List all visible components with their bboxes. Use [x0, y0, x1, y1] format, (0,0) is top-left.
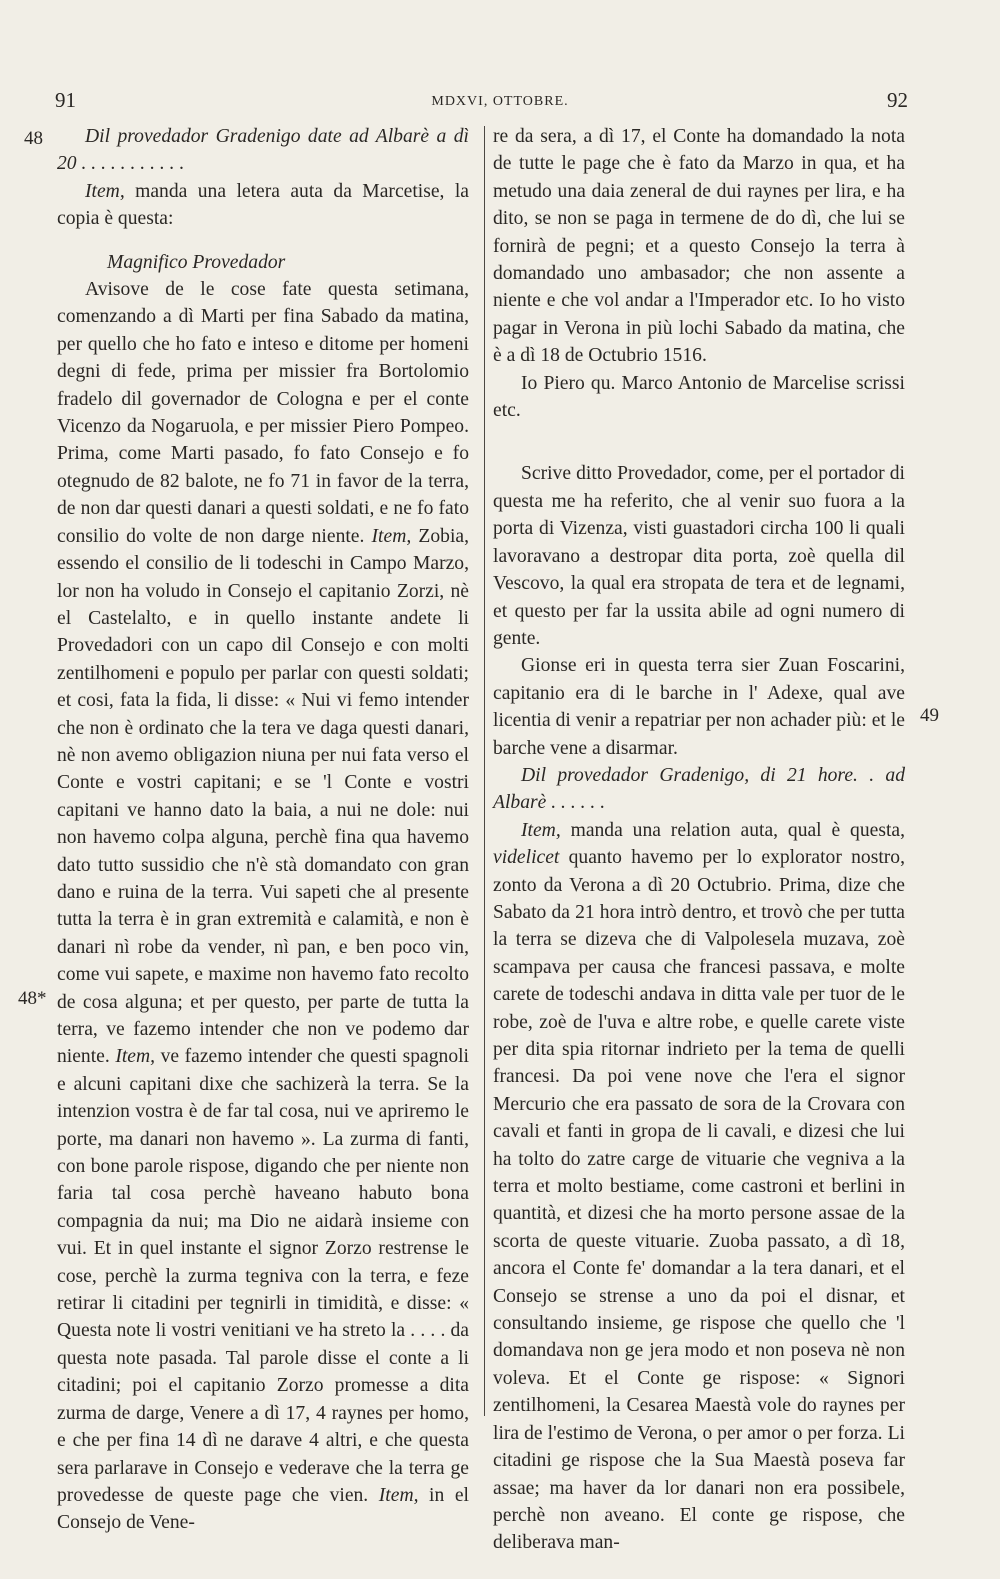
item-word: Item,: [85, 180, 125, 202]
letter-salutation: Magnifico Provedador: [107, 251, 286, 273]
paragraph: Gionse eri in questa terra sier Zuan Foscarini, capitanio era di le barche in l' Adexe, qual ave licentia di venir a repatriar per non achader più: et le barche vene a disarmar.: [493, 655, 905, 759]
paragraph: [493, 817, 905, 1557]
item-word: Item,: [521, 819, 561, 841]
paragraph: [57, 178, 469, 233]
margin-note-48-star: 48*: [18, 988, 47, 1009]
section-gap: [493, 424, 905, 460]
paragraph-text: manda una letera auta da Marcetise, la copia è questa:: [57, 180, 469, 230]
page-number-left: 91: [55, 88, 76, 112]
section-title: Dil provedador Gradenigo date ad Albarè a dì 20 . . . . . . . . . . .: [57, 126, 469, 175]
paragraph-text: in el Consejo de Vene-: [57, 1484, 469, 1534]
section-title: Dil provedador Gradenigo, di 21 hore. . ad Albarè . . . . . .: [493, 764, 905, 814]
right-column: [493, 123, 905, 1557]
paragraph: Scrive ditto Provedador, come, per el portador di questa me ha referito, che al venir suo fuora a la porta di Vizenza, visti guastadori circha 100 li quali lavoravano a destropar dita porta, zoè quella dil Vescovo, la qual era stropata de tera et de legnami, et questo per far la ussita abile ad ogni numero di gente.: [493, 463, 905, 649]
page-number-right: 92: [887, 88, 908, 112]
margin-note-48: 48: [24, 128, 43, 149]
paragraph-text: ve fazemo intender che questi spagnoli e alcuni capitani dixe che sachizerà la terra. Se la intenzion vostra è de far tal cosa, nui ve apriremo le porte, ma danari non havemo ». La zurma di fanti, con bone parole rispose, digando che per niente non faria tal cosa perchè haveano habuto bona compagnia da nui; ma Dio ne aidarà insieme con vui. Et in quel instante el signor Zorzo restrense le cose, perchè la zurma tegniva con la terra, e feze retirar li citadini per tegnirli in timidità, e disse: « Questa note li vostri venitiani ve ha streto la . . . . da questa note pasada. Tal parole disse el conte a li citadini; poi el capitanio Zorzo promesse a dita zurma de darge, Venere a dì 17, 4 raynes per homo, e che per fina 14 dì ne darave 4 altri, e che questa sera parlarave in Consejo e vederave che la terra ge provedesse de queste page che vien.: [57, 1046, 469, 1506]
paragraph: re da sera, a dì 17, el Conte ha domandado la nota de tutte le page che è fato da Marzo in qua, et ha metudo una daia zeneral de dui raynes per lira, e ha dito, se non se paga in termene de do dì, che lui se fornirà de pegni; et a questo Consejo la terra à domandado uno ambasador; che non assente a niente e che vol andar a l'Imperador etc. Io ho visto pagar in Verona in più lochi Sabado da matina, che è a dì 18 de Octubrio 1516.: [493, 126, 905, 367]
signature-line: Io Piero qu. Marco Antonio de Marcelise scrissi etc.: [493, 372, 905, 422]
item-word: Item,: [109, 1046, 156, 1068]
left-column: [57, 123, 469, 1537]
paragraph-text: Avisove de le cose fate questa setimana, comenzando a dì Marti per fina Sabado da matina, per quello che ho fato e inteso e ditome per homeni degni di fede, prima per missier fra Bortolomio fradelo dil governador de Cologna e per el conte Vicenzo da Nogaruola, e per missier Piero Pompeo. Prima, come Marti pasado, fo fato Consejo e fo otegnudo de 82 balote, ne fo 71 in favor de la terra, de non dar questi danari a questi soldati, e ne fo fato consilio do volte de non darge niente.: [57, 279, 469, 547]
letter-body: [57, 276, 469, 1537]
paragraph-text: Zobia, essendo el consilio de li todeschi in Campo Marzo, lor non ha voludo in Consejo el capitanio Zorzi, nè el Castelalto, e in quello instante andete li Provedadori con un capo dil Consejo e con molti zentilhomeni e populo per parlar con questi soldati; et cosi, fata la fida, li disse: « Nui vi femo intender che non è ordinato che la tera ve daga questi danari, nè non avemo obligazion niuna per nui fata verso el Conte e vostri capitani; e se 'l Conte e vostri capitani ve hanno dato la baia, a nui ne dole: nui non havemo colpa alguna, perchè fina qua havemo dato tutto sussidio che n'è stà domandato con gran dano e ruina de la terra. Vui sapeti che al presente tutta la terra è in gran extremità e calamità, e non è danari nì robe da vender, nì pan, e ben poco vin, come vui sapete, e maxime non havemo fato recolto de cosa alguna; et per questo, per parte de tutta la terra, ve fazemo intender che non ve podemo dar niente.: [57, 525, 469, 1068]
column-divider: [484, 126, 485, 1416]
paragraph-text: manda una relation auta, qual è questa,: [560, 819, 905, 841]
margin-note-49: 49: [920, 705, 939, 726]
item-word: Item,: [364, 525, 412, 547]
paragraph-text: quanto havemo per lo explorator nostro, zonto da Verona a dì 20 Octubrio. Prima, dize che Sabato da 21 hora intrò dentro, et trovò che per tutta la terra se dizeva che di Valpolesela muzava, zoè scampava per causa che francesi passava, e molte carete de todeschi andava in ditta vale per tuor de le robe, zoè de l'uva e altre robe, e quelle carete viste per dita spia ritornar indrieto per la tema de quelli francesi. Da poi vene nove che l'era el signor Mercurio che era passato de sora de la Crovara con cavali et fanti in gropa de li cavali, e dizesi che lui ha tolto do zatre carge de vituarie che vegniva a la terra et molto bestiame, come castroni et berlini in quantità, et dizesi che ha morto persone assae de la scorta de queste vituarie. Zuoba passato, a dì 18, ancora el Conte fe' domandar a la tera danari, et el Consejo se strense a uno da poi el disnar, et consultando insieme, ge rispose che quello che 'l domandava non ge jera modo et non poseva nè non voleva. Et el Conte ge rispose: « Signori zentilhomeni, la Cesarea Maestà vole do raynes per lira de l'estimo de Verona, o per amor o per forza. Li citadini ge rispose che la Sua Maestà poseva far assae; ma haver da lor danari non era possibele, perchè non aveano. El conte ge rispose, che deliberava man-: [493, 847, 905, 1554]
running-title: MDXVI, OTTOBRE.: [431, 94, 569, 109]
videlicet-word: videlicet: [493, 847, 560, 869]
item-word: Item,: [368, 1484, 419, 1506]
